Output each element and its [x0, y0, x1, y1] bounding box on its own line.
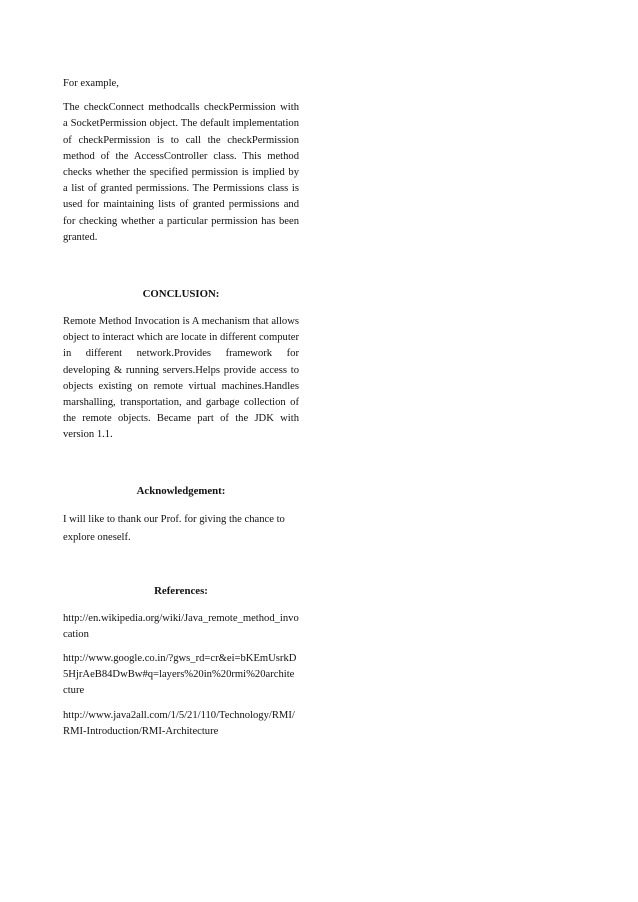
- text-column: [63, 76, 299, 748]
- references-heading: References:: [154, 584, 208, 597]
- acknowledgement-heading: Acknowledgement:: [136, 484, 226, 497]
- reference-item[interactable]: http://www.google.co.in/?gws_rd=cr&ei=bKEmUsrkD5HjrAeB84DwBw#q=layers%20in%20rmi%20architecture: [63, 653, 297, 697]
- intro-paragraph: For example,: [63, 78, 119, 89]
- acknowledgement-paragraph: I will like to thank our Prof. for giving the chance to explore oneself.: [63, 513, 285, 543]
- permission-paragraph: The checkConnect methodcalls checkPermission with a SocketPermission object. The default implementation of checkPermission is to call the checkPermission method of the AccessController class. This method checks whether the specified permission is implied by a list of granted permissions. The Permissions class is used for maintaining lists of granted permissions and for checking whether a particular permission has been granted.: [63, 102, 299, 243]
- conclusion-heading: CONCLUSION:: [142, 288, 220, 301]
- reference-item[interactable]: http://en.wikipedia.org/wiki/Java_remote_method_invocation: [63, 612, 299, 640]
- conclusion-paragraph: Remote Method Invocation is A mechanism that allows object to interact which are locate in different computer in different network.Provides framework for developing & running servers.Helps provide access to objects existing on remote virtual machines.Handles marshalling, transportation, and garbage collection of the remote objects. Became part of the JDK with version 1.1.: [63, 316, 299, 441]
- reference-item[interactable]: http://www.java2all.com/1/5/21/110/Technology/RMI/RMI-Introduction/RMI-Architecture: [63, 709, 295, 737]
